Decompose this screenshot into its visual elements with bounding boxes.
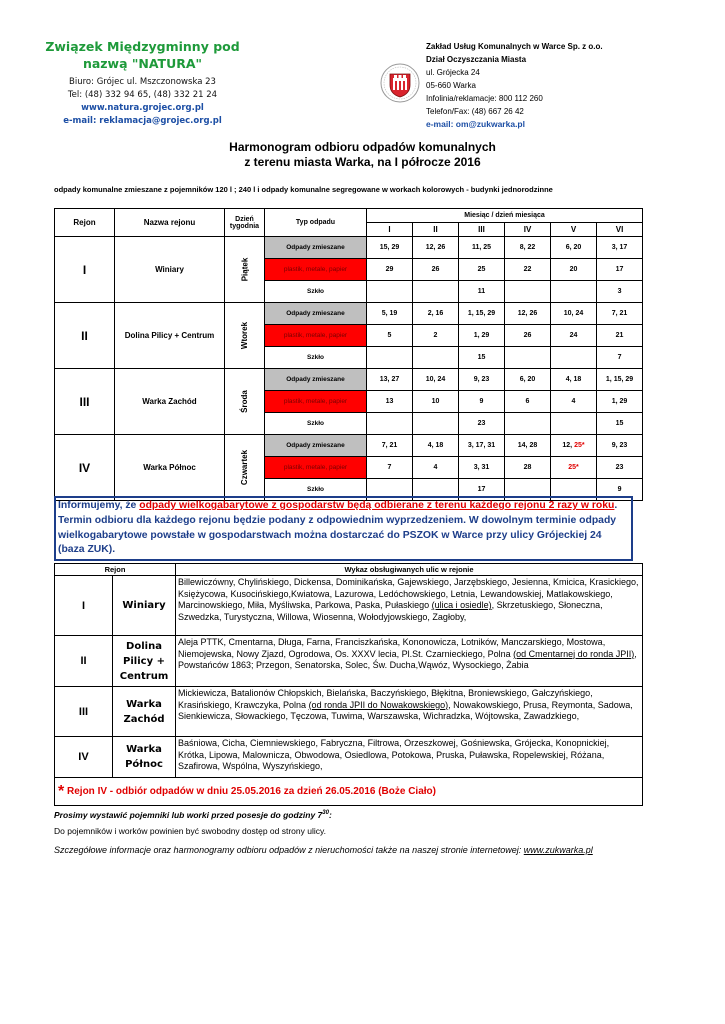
page-title [0, 140, 725, 170]
holiday-date-marker: 25* [574, 442, 585, 449]
date-cell: 7 [367, 457, 413, 479]
date-cell: 15 [597, 413, 643, 435]
region-weekday: Piątek [225, 237, 265, 303]
natura-header [40, 38, 245, 128]
date-cell: 10, 24 [551, 303, 597, 325]
waste-type-plastic: plastik, metale, papier [265, 457, 367, 479]
holiday-date-marker: 25* [568, 464, 579, 471]
date-cell: 22 [505, 259, 551, 281]
street-region-id: IV [55, 737, 113, 778]
street-list: Aleja PTTK, Cmentarna, Długa, Farna, Franciszkańska, Kononowicza, Lotników, Manczarskiego, Mostowa, Niemojewska, Nowy Zjazd, Ogrodowa, Os. XXXV lecia, Pl.St. Czarnieckiego, Polna (od Cmentarnej do ronda JPII), Powstańców 1863; Przegon, Senatorska, Solec, Św. Ducha,Wąwóz, Wysockiego, Żabia [176, 636, 643, 687]
footer-setout-time: Prosimy wystawić pojemniki lub worki przed posesje do godziny $7^{30}$: [54, 810, 332, 820]
date-cell: 17 [597, 259, 643, 281]
date-cell: 13 [367, 391, 413, 413]
date-cell: 1, 15, 29 [597, 369, 643, 391]
date-cell: 20 [551, 259, 597, 281]
street-list: Mickiewicza, Batalionów Chłopskich, Bielańska, Baczyńskiego, Błękitna, Broniewskiego, Gałczyńskiego, Krasińskiego, Krawczyka, Polna (od ronda JPII do Nowakowskiego), Nowakowskiego, Prusa, Reymonta, Sadowa, Sienkiewicza, Słowackiego, Tęczowa, Tuwima, Warszawska, Wichradzka, Wójtowska, Zawadzkiego, [176, 687, 643, 737]
date-cell: 12, 26 [505, 303, 551, 325]
streets-table [54, 563, 643, 806]
schedule-subtitle: odpady komunalne zmieszane z pojemników 120 l ; 240 l i odpady komunalne segregowane w workach kolorowych - budynki jednorodzinne [54, 185, 553, 194]
waste-type-glass: Szkło [265, 281, 367, 303]
date-cell: 5, 19 [367, 303, 413, 325]
date-cell: 3, 31 [459, 457, 505, 479]
waste-type-mixed: Odpady zmieszane [265, 237, 367, 259]
org-name-line1: Związek Międzygminny pod [45, 39, 240, 54]
zuk-email-link[interactable]: e-mail: om@zukwarka.pl [426, 119, 525, 129]
company-name: Zakład Usług Komunalnych w Warce Sp. z o.o. [426, 42, 603, 51]
street-list: Baśniowa, Cicha, Ciemniewskiego, Fabryczna, Filtrowa, Orzeszkowej, Gośniewska, Grójecka, Konopnickiej, Krótka, Lipowa, Malownicza, Obwodowa, Osiedlowa, Potokowa, Pruska, Puławska, Ropelewskiej, Różana, Szafirowa, Wspólna, Wyszyńskiego, [176, 737, 643, 778]
date-cell: 1, 29 [597, 391, 643, 413]
region-weekday: Środa [225, 369, 265, 435]
date-cell: 1, 15, 29 [459, 303, 505, 325]
date-cell: 23 [597, 457, 643, 479]
streets-header-list: Wykaz obsługiwanych ulic w rejonie [176, 564, 643, 576]
date-cell: 24 [551, 325, 597, 347]
street-region-id: I [55, 576, 113, 636]
date-cell [413, 347, 459, 369]
date-cell: 26 [413, 259, 459, 281]
date-cell: 17 [459, 479, 505, 501]
date-cell [413, 413, 459, 435]
date-cell: 2, 16 [413, 303, 459, 325]
region-id: II [55, 303, 115, 369]
region-id: I [55, 237, 115, 303]
waste-type-mixed: Odpady zmieszane [265, 303, 367, 325]
info-period: . [614, 500, 618, 511]
region-id: III [55, 369, 115, 435]
zukwarka-website-link[interactable]: www.zukwarka.pl [523, 845, 593, 855]
date-cell: 2 [413, 325, 459, 347]
date-cell: 3, 17, 31 [459, 435, 505, 457]
street-region-id: III [55, 687, 113, 737]
date-cell: 12, 25* [551, 435, 597, 457]
date-cell [551, 413, 597, 435]
date-cell [505, 347, 551, 369]
waste-type-glass: Szkło [265, 347, 367, 369]
date-cell: 3 [597, 281, 643, 303]
header-month: V [551, 223, 597, 237]
date-cell: 15, 29 [367, 237, 413, 259]
street-list: Billewiczówny, Chylińskiego, Dickensa, Dominikańska, Gajewskiego, Jarzębskiego, Jesienna, Kmicica, Krasickiego, Księżycowa, Kusocińskiego,Kwiatowa, Lazurowa, Ledóchowskiego, Letnia, Lewandowskiej, Matlakowskiego, Marcinowskiego, Miła, Myśliwska, Parkowa, Paska, Pułaskiego (ulica i osiedle), Skrzetuskiego, Słoneczna, Szwedzka, Turystyczna, Willowa, Wiosenna, Wołodyjowskiego, Zagłoby, [176, 576, 643, 636]
header-region-name: Nazwa rejonu [115, 209, 225, 237]
waste-type-glass: Szkło [265, 413, 367, 435]
date-cell [551, 347, 597, 369]
date-cell: 4, 18 [413, 435, 459, 457]
header-month: VI [597, 223, 643, 237]
date-cell [367, 347, 413, 369]
waste-type-glass: Szkło [265, 479, 367, 501]
waste-type-plastic: plastik, metale, papier [265, 325, 367, 347]
zuk-header [426, 40, 686, 131]
street-region-name: Warka Północ [113, 737, 176, 778]
date-cell: 12, 26 [413, 237, 459, 259]
date-cell [367, 281, 413, 303]
date-cell: 6 [505, 391, 551, 413]
header-month: I [367, 223, 413, 237]
date-cell: 9, 23 [459, 369, 505, 391]
date-cell: 21 [597, 325, 643, 347]
street-region-id: II [55, 636, 113, 687]
street-region-name: Winiary [113, 576, 176, 636]
date-cell: 14, 28 [505, 435, 551, 457]
title-line2: z terenu miasta Warka, na I półrocze 2016 [244, 155, 481, 169]
office-phone: Tel: (48) 332 94 65, (48) 332 21 24 [67, 90, 218, 100]
date-cell [551, 281, 597, 303]
date-cell: 3, 17 [597, 237, 643, 259]
date-cell: 29 [367, 259, 413, 281]
header-region: Rejon [55, 209, 115, 237]
collection-schedule-table [54, 208, 643, 501]
warka-coat-of-arms-logo [380, 63, 420, 103]
streets-header-region: Rejon [55, 564, 176, 576]
org-name-line2: nazwą "NATURA" [82, 56, 203, 71]
region-weekday: Czwartek [225, 435, 265, 501]
info-bulky-waste-highlight: odpady wielkogabarytowe z gospodarstw będą odbierane z terenu każdego rejonu 2 razy w roku [139, 500, 615, 511]
natura-website-link[interactable]: www.natura.grojec.org.pl [81, 103, 204, 113]
date-cell: 28 [505, 457, 551, 479]
region-name: Warka Zachód [115, 369, 225, 435]
street-region-name: Dolina Pilicy + Centrum [113, 636, 176, 687]
office-address: Biuro: Grójec ul. Mszczonowska 23 [69, 77, 216, 87]
date-cell [551, 457, 597, 479]
date-cell: 25 [459, 259, 505, 281]
date-cell [367, 413, 413, 435]
date-cell: 11 [459, 281, 505, 303]
date-cell: 5 [367, 325, 413, 347]
date-cell: 9 [459, 391, 505, 413]
company-phone-fax: Telefon/Fax: (48) 667 26 42 [426, 107, 524, 116]
date-cell: 23 [459, 413, 505, 435]
date-cell: 9, 23 [597, 435, 643, 457]
region-weekday: Wtorek [225, 303, 265, 369]
company-city: 05-660 Warka [426, 81, 476, 90]
waste-type-plastic: plastik, metale, papier [265, 391, 367, 413]
holiday-note: * Rejon IV - odbiór odpadów w dniu 25.05.2016 za dzień 26.05.2016 (Boże Ciało) [55, 778, 643, 806]
bulky-waste-info-box [54, 496, 633, 561]
date-cell: 1, 29 [459, 325, 505, 347]
date-cell: 7, 21 [597, 303, 643, 325]
waste-type-mixed: Odpady zmieszane [265, 435, 367, 457]
date-cell [505, 281, 551, 303]
footer-access-note: Do pojemników i worków powinien być swobodny dostęp od strony ulicy. [54, 826, 326, 836]
street-region-name: Warka Zachód [113, 687, 176, 737]
date-cell: 15 [459, 347, 505, 369]
info-details: Termin odbioru dla każdego rejonu będzie podany z odpowiednim wyprzedzeniem. W dowolnym terminie odpady wielkogabarytowe powstałe w gospodarstwach można dostarczać do PSZOK w Warce przy ulicy Grójeckiej 24 (baza ZUK). [58, 514, 617, 556]
info-intro: Informujemy, że [58, 500, 140, 511]
title-line1: Harmonogram odbioru odpadów komunalnych [229, 140, 496, 154]
header-month-day: Miesiąc / dzień miesiąca [367, 209, 643, 223]
date-cell: 9 [597, 479, 643, 501]
header-weekday: Dzień tygodnia [225, 209, 265, 237]
company-hotline: Infolinia/reklamacje: 800 112 260 [426, 94, 543, 103]
date-cell: 8, 22 [505, 237, 551, 259]
footer-website-note: Szczegółowe informacje oraz harmonogramy odbioru odpadów z nieruchomości także na naszej stronie internetowej: www.zukwarka.pl [54, 845, 593, 855]
natura-email-link[interactable]: e-mail: reklamacja@grojec.org.pl [63, 116, 222, 126]
date-cell: 4 [551, 391, 597, 413]
company-street: ul. Grójecka 24 [426, 68, 480, 77]
region-name: Warka Północ [115, 435, 225, 501]
header-month: II [413, 223, 459, 237]
date-cell: 11, 25 [459, 237, 505, 259]
waste-type-mixed: Odpady zmieszane [265, 369, 367, 391]
region-name: Winiary [115, 237, 225, 303]
date-cell: 6, 20 [551, 237, 597, 259]
date-cell: 6, 20 [505, 369, 551, 391]
date-cell [413, 281, 459, 303]
date-cell: 26 [505, 325, 551, 347]
date-cell: 13, 27 [367, 369, 413, 391]
date-cell: 4 [413, 457, 459, 479]
date-cell: 10 [413, 391, 459, 413]
region-name: Dolina Pilicy + Centrum [115, 303, 225, 369]
date-cell: 10, 24 [413, 369, 459, 391]
date-cell: 7 [597, 347, 643, 369]
date-cell [505, 413, 551, 435]
region-id: IV [55, 435, 115, 501]
header-month: III [459, 223, 505, 237]
header-month: IV [505, 223, 551, 237]
date-cell: 7, 21 [367, 435, 413, 457]
header-waste-type: Typ odpadu [265, 209, 367, 237]
date-cell: 4, 18 [551, 369, 597, 391]
waste-type-plastic: plastik, metale, papier [265, 259, 367, 281]
department-name: Dział Oczyszczania Miasta [426, 55, 527, 64]
